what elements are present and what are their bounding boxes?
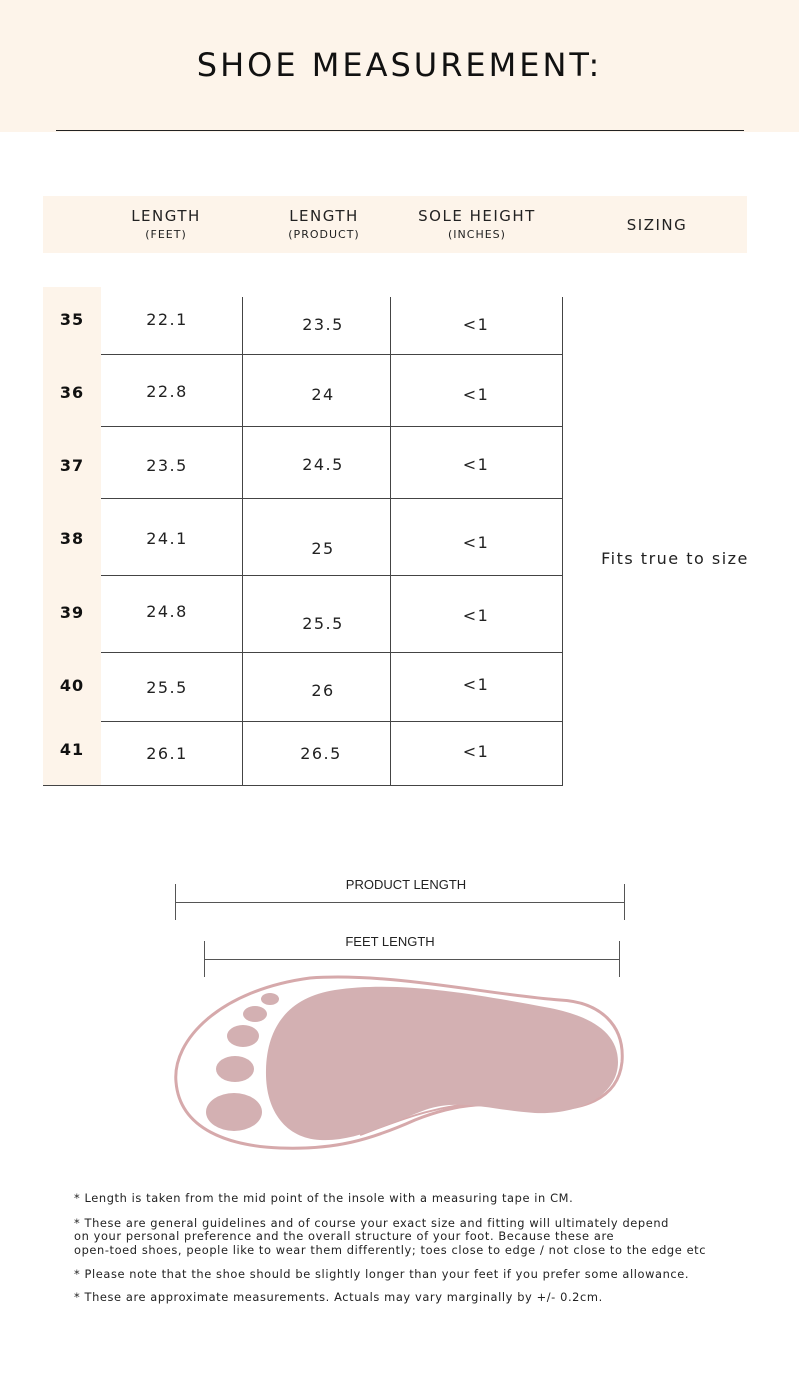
feet-length-cell: 24.8 [146, 602, 188, 621]
size-cell: 40 [59, 676, 85, 695]
size-cell: 39 [59, 603, 85, 622]
note-line: * Please note that the shoe should be slightly longer than your feet if you prefer some allowance. [74, 1267, 690, 1281]
feet-length-cell: 24.1 [146, 529, 188, 548]
product-length-cell: 23.5 [302, 315, 344, 334]
grid-vline [562, 297, 563, 785]
note-line: * These are general guidelines and of course your exact size and fitting will ultimately depend [74, 1216, 669, 1230]
feet-length-cell: 22.1 [146, 310, 188, 329]
product-length-cell: 25.5 [302, 614, 344, 633]
sole-height-cell: <1 [462, 675, 490, 694]
size-cell: 41 [59, 740, 85, 759]
column-header-length-product [264, 207, 384, 241]
note-line: on your personal preference and the overall structure of your foot. Because these are [74, 1229, 615, 1243]
column-header-sub: (PRODUCT) [288, 228, 360, 241]
product-length-cell: 24.5 [302, 455, 344, 474]
sole-height-cell: <1 [462, 385, 490, 404]
sole-height-cell: <1 [462, 533, 490, 552]
column-header-sub: (INCHES) [448, 228, 506, 241]
column-header-main: LENGTH [131, 207, 201, 225]
feet-length-cell: 23.5 [146, 456, 188, 475]
toe-print [216, 1056, 254, 1082]
column-header-sole-height [402, 207, 552, 241]
product-length-cell: 26 [311, 681, 335, 700]
column-header-main: SIZING [626, 216, 688, 234]
grid-hline [101, 575, 563, 576]
sole-height-cell: <1 [462, 606, 490, 625]
feet-length-cell: 25.5 [146, 678, 188, 697]
size-cell: 35 [59, 310, 85, 329]
feet-length-label: FEET LENGTH [345, 934, 435, 949]
toe-print [243, 1006, 267, 1022]
feet-length-cell: 26.1 [146, 744, 188, 763]
toe-print [227, 1025, 259, 1047]
title-divider [56, 130, 744, 131]
grid-hline [101, 354, 563, 355]
footprint-sole [266, 987, 618, 1140]
column-header-length-feet [110, 207, 222, 241]
product-length-cell: 24 [311, 385, 335, 404]
sole-height-cell: <1 [462, 455, 490, 474]
grid-hline [101, 721, 563, 722]
feet-length-cell: 22.8 [146, 382, 188, 401]
page-title: SHOE MEASUREMENT: [196, 46, 603, 84]
size-cell: 36 [59, 383, 85, 402]
product-length-cell: 25 [311, 539, 335, 558]
product-length-label: PRODUCT LENGTH [345, 877, 467, 892]
grid-hline [101, 652, 563, 653]
feet-length-line [204, 959, 620, 960]
size-cell: 37 [59, 456, 85, 475]
note-line: open-toed shoes, people like to wear them differently; toes close to edge / not close to the edge etc [74, 1243, 707, 1257]
grid-vline [390, 297, 391, 785]
grid-hline [43, 785, 563, 786]
column-header-sub: (FEET) [145, 228, 187, 241]
grid-vline [242, 297, 243, 785]
product-length-cell: 26.5 [300, 744, 342, 763]
little-toe-print [261, 993, 279, 1005]
sole-height-cell: <1 [462, 742, 490, 761]
sizing-note: Fits true to size [601, 549, 749, 568]
column-header-main: LENGTH [289, 207, 359, 225]
column-header-sizing [607, 216, 707, 234]
note-line: * These are approximate measurements. Actuals may vary marginally by +/- 0.2cm. [74, 1290, 603, 1304]
insole-footprint-illustration [160, 970, 640, 1160]
note-line: * Length is taken from the mid point of the insole with a measuring tape in CM. [74, 1191, 574, 1205]
grid-hline [101, 426, 563, 427]
sole-height-cell: <1 [462, 315, 490, 334]
grid-hline [101, 498, 563, 499]
size-cell: 38 [59, 529, 85, 548]
column-header-main: SOLE HEIGHT [418, 207, 536, 225]
product-length-line [175, 902, 625, 903]
big-toe-print [206, 1093, 262, 1131]
